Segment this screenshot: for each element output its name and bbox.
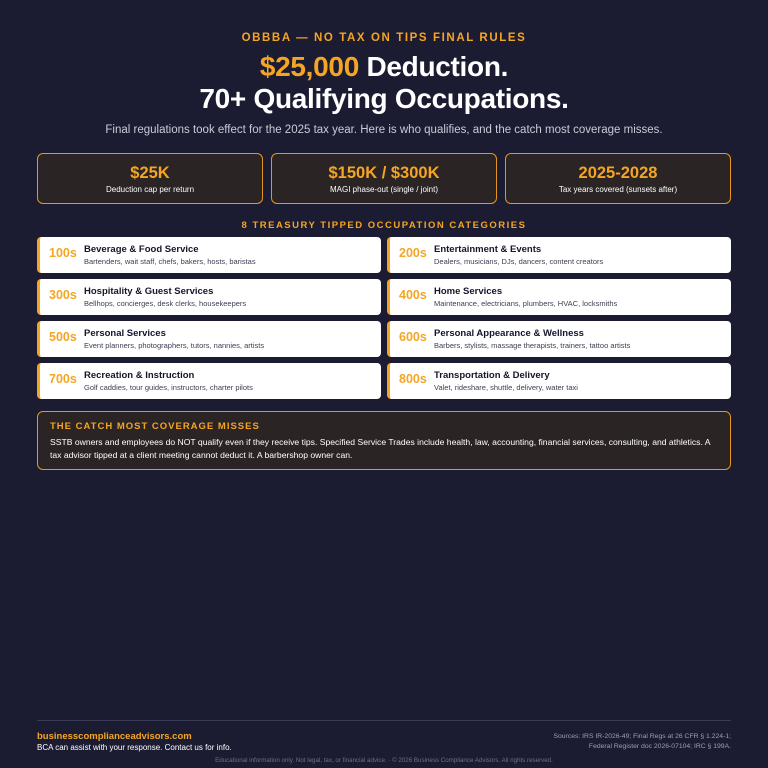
category-description: Dealers, musicians, DJs, dancers, content creators	[434, 257, 604, 266]
category-card-800s	[387, 363, 731, 399]
sources-line-1: Sources: IRS IR-2026-49; Final Regs at 26 CFR § 1.224-1;	[553, 733, 731, 740]
category-description: Valet, rideshare, shuttle, delivery, water taxi	[434, 383, 578, 392]
stat-value: 2025-2028	[578, 164, 658, 182]
category-title: Personal Services	[84, 328, 166, 339]
category-title: Beverage & Food Service	[84, 244, 199, 255]
headline-line-1	[0, 51, 768, 83]
category-code: 100s	[49, 246, 77, 260]
category-card-700s	[37, 363, 381, 399]
category-code: 600s	[399, 330, 427, 344]
disclaimer: Educational information only. Not legal, tax, or financial advice. · © 2026 Business Compliance Advisors. All rights reserved.	[215, 757, 553, 764]
category-title: Recreation & Instruction	[84, 370, 195, 381]
category-title: Personal Appearance & Wellness	[434, 328, 584, 339]
category-card-300s	[37, 279, 381, 315]
category-code: 800s	[399, 372, 427, 386]
stat-label: Tax years covered (sunsets after)	[558, 185, 678, 194]
category-title: Hospitality & Guest Services	[84, 286, 214, 297]
catch-title: THE CATCH MOST COVERAGE MISSES	[50, 421, 260, 432]
footer-contact-note: BCA can assist with your response. Contact us for info.	[37, 743, 232, 752]
category-title: Transportation & Delivery	[434, 370, 550, 381]
stat-tax-years	[505, 153, 731, 204]
stat-value: $25K	[130, 164, 170, 182]
footer-divider	[37, 720, 731, 721]
stat-value: $150K / $300K	[328, 164, 440, 182]
stats-row	[37, 153, 731, 204]
headline-amount: $25,000	[259, 51, 359, 82]
stat-deduction-cap	[37, 153, 263, 204]
catch-callout	[37, 411, 731, 470]
category-code: 300s	[49, 288, 77, 302]
category-description: Bellhops, concierges, desk clerks, housekeepers	[84, 299, 247, 308]
category-card-600s	[387, 321, 731, 357]
category-card-200s	[387, 237, 731, 273]
category-description: Barbers, stylists, massage therapists, trainers, tattoo artists	[434, 341, 631, 350]
eyebrow-label: OBBBA — NO TAX ON TIPS FINAL RULES	[241, 32, 527, 44]
stat-label: Deduction cap per return	[105, 185, 195, 194]
category-code: 400s	[399, 288, 427, 302]
category-code: 700s	[49, 372, 77, 386]
stat-magi-phaseout	[271, 153, 497, 204]
catch-body: SSTB owners and employees do NOT qualify even if they receive tips. Specified Service Trades include health, law, accounting, financial services, consulting, and athletics. A tax advisor tipped at a client meeting cannot deduct it. A barbershop owner can.	[50, 437, 711, 460]
headline-line-1-rest: Deduction.	[358, 51, 509, 82]
sources-citation	[431, 732, 731, 751]
footer-website-link[interactable]: businesscomplianceadvisors.com	[37, 731, 192, 742]
category-description: Golf caddies, tour guides, instructors, charter pilots	[84, 383, 253, 392]
category-description: Maintenance, electricians, plumbers, HVAC, locksmiths	[434, 299, 618, 308]
category-code: 200s	[399, 246, 427, 260]
category-card-400s	[387, 279, 731, 315]
headline	[0, 51, 768, 115]
category-card-100s	[37, 237, 381, 273]
category-title: Home Services	[434, 286, 503, 297]
category-code: 500s	[49, 330, 77, 344]
category-title: Entertainment & Events	[434, 244, 542, 255]
sources-line-2: Federal Register doc 2026-07104; IRC § 199A.	[588, 742, 731, 750]
category-card-500s	[37, 321, 381, 357]
categories-title: 8 TREASURY TIPPED OCCUPATION CATEGORIES	[241, 220, 527, 231]
category-description: Bartenders, wait staff, chefs, bakers, hosts, baristas	[84, 257, 256, 266]
category-description: Event planners, photographers, tutors, nannies, artists	[84, 341, 265, 350]
subhead: Final regulations took effect for the 2025 tax year. Here is who qualifies, and the catch most coverage misses.	[105, 124, 663, 136]
headline-line-2: 70+ Qualifying Occupations.	[199, 83, 569, 114]
stat-label: MAGI phase-out (single / joint)	[329, 185, 439, 194]
